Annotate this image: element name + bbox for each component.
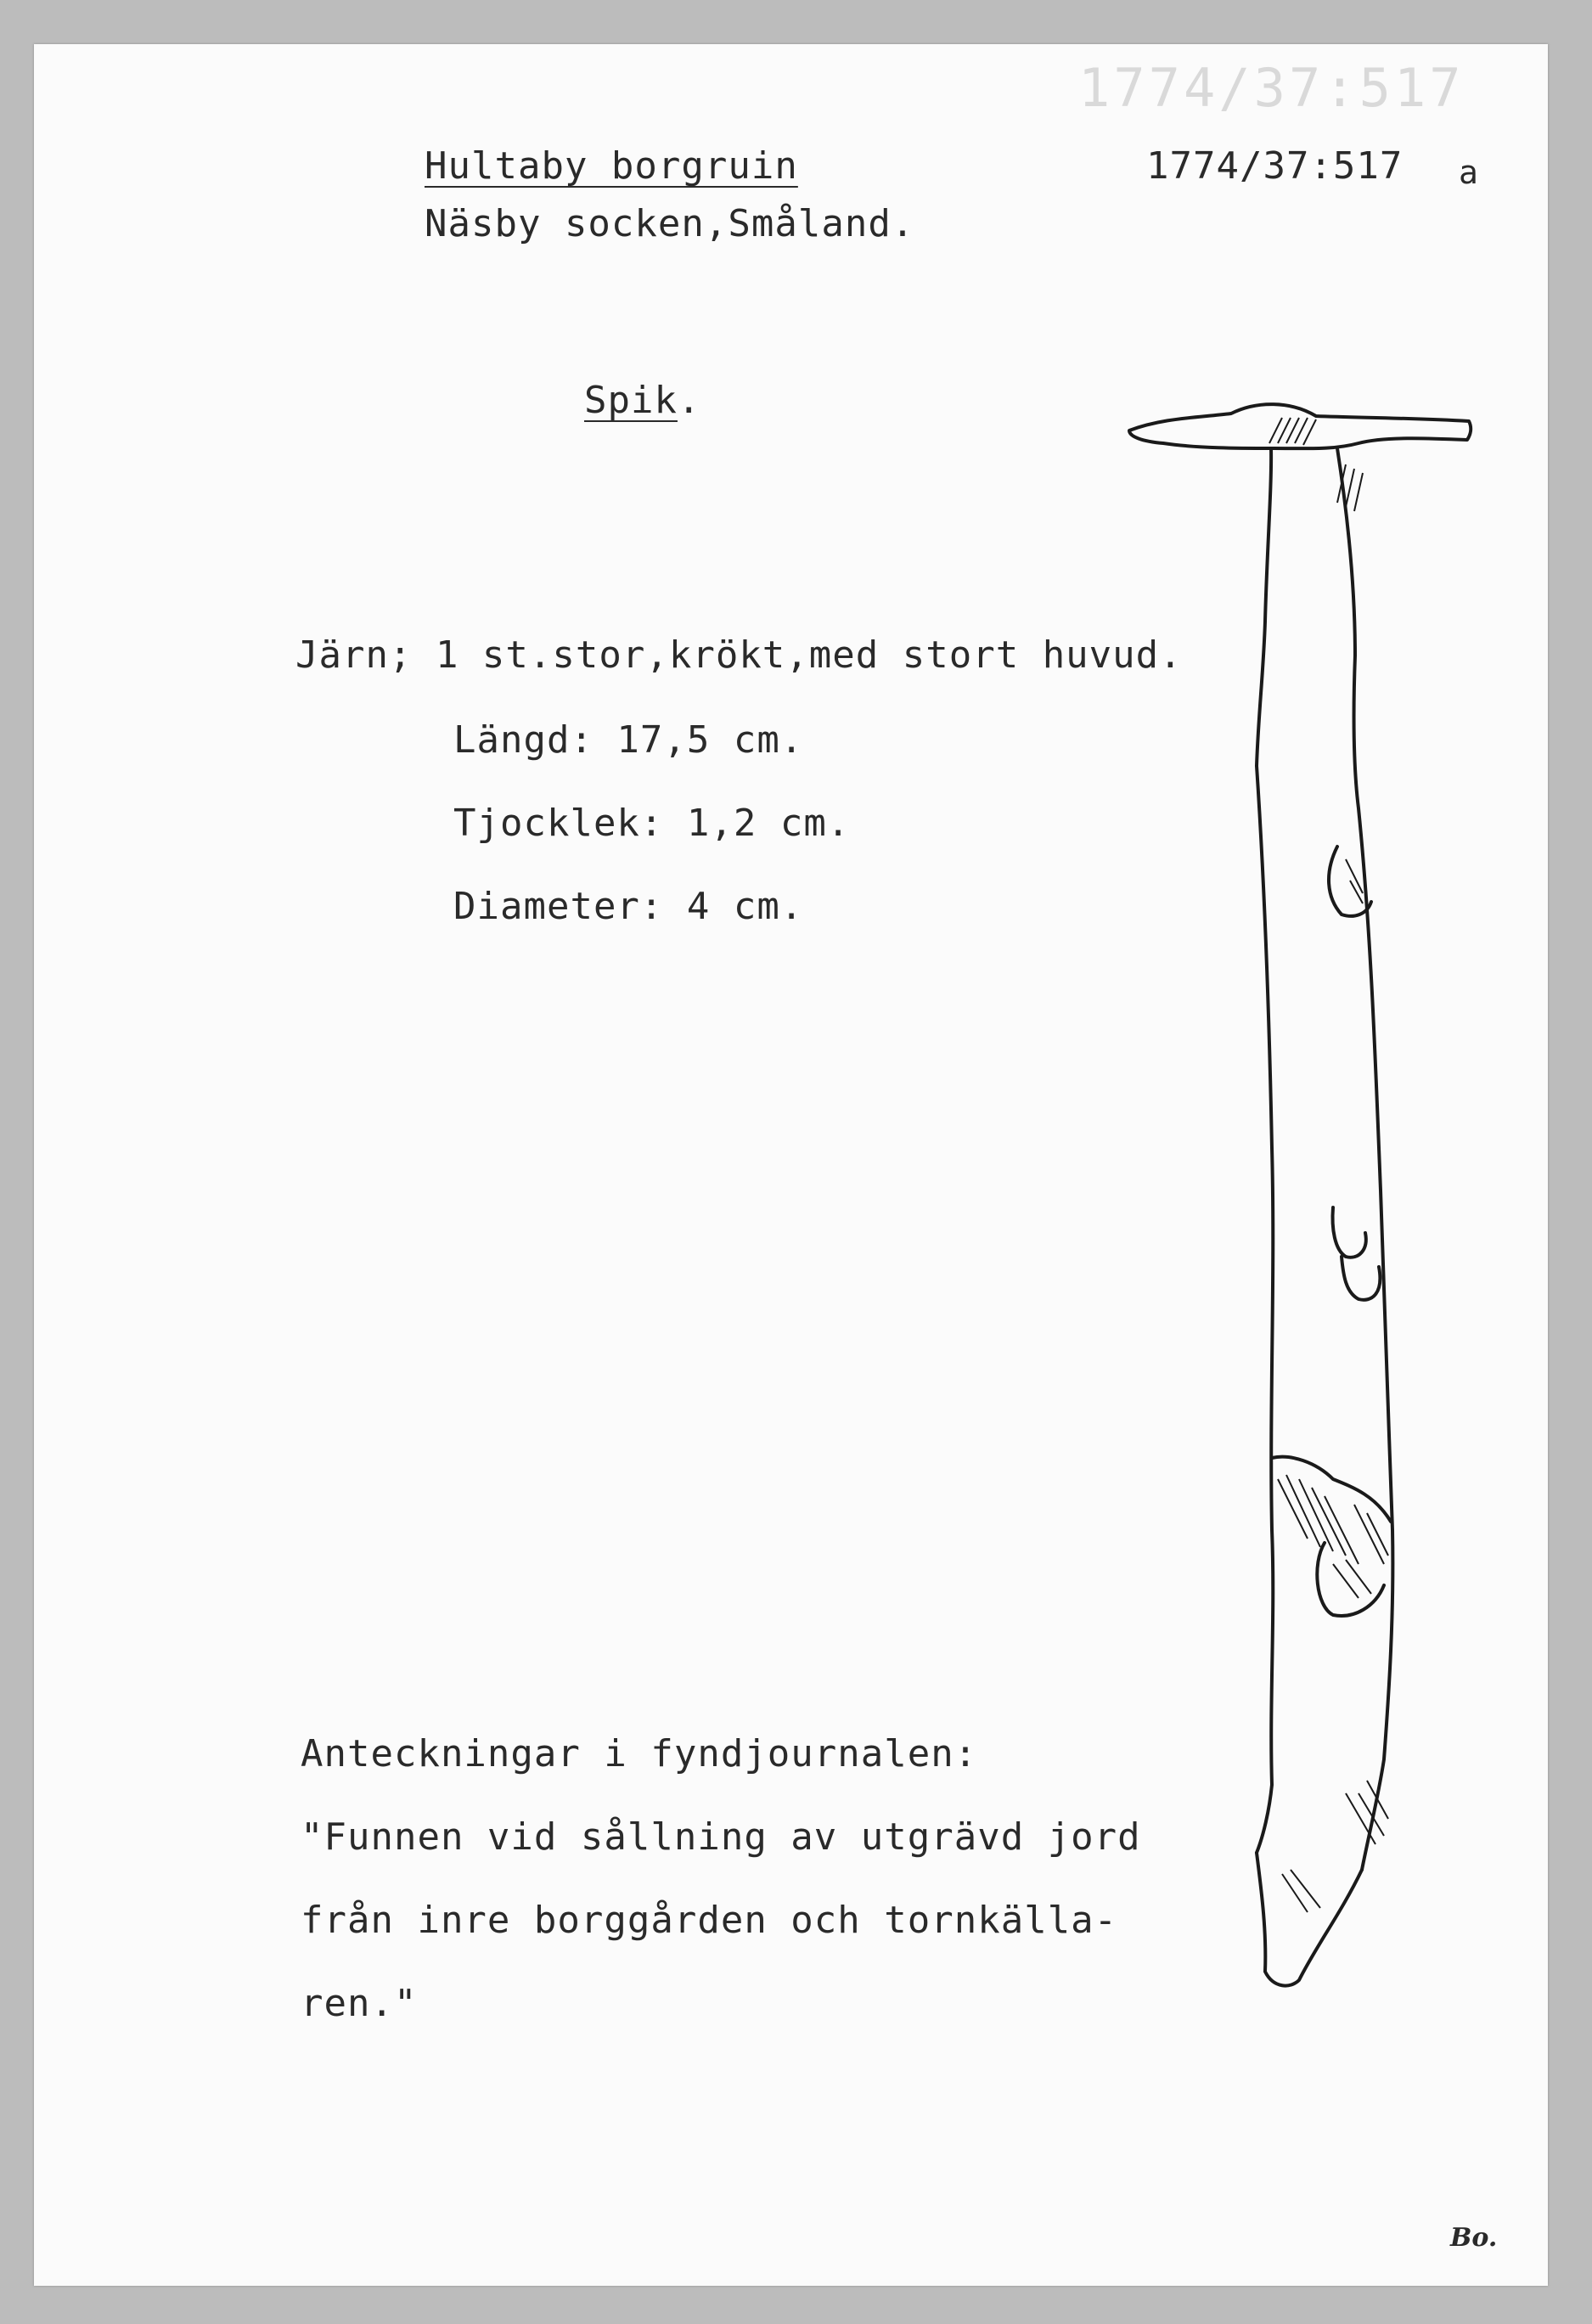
- nail-flaw-2: [1333, 1207, 1366, 1258]
- nail-shaft-right: [1337, 448, 1392, 1870]
- length-measure: Längd: 17,5 cm.: [453, 718, 804, 762]
- signature: Bo.: [1450, 2223, 1498, 2253]
- nail-flaw-5: [1317, 1543, 1384, 1616]
- nail-flaw-3: [1342, 1257, 1380, 1300]
- site-title: Hultaby borgruin: [425, 144, 798, 188]
- object-type-word: Spik: [584, 379, 678, 422]
- notes-line-3: ren.": [301, 1982, 418, 2025]
- object-type: Spik.: [584, 379, 701, 422]
- nail-flaw-4: [1272, 1457, 1391, 1522]
- faded-catalog-number: 1774/37:517: [1078, 57, 1465, 119]
- parish-location: Näsby socken,Småland.: [425, 202, 915, 245]
- nail-tip: [1257, 1853, 1362, 1986]
- catalog-number: 1774/37:517: [1146, 144, 1404, 188]
- material-description: Järn; 1 st.stor,krökt,med stort huvud.: [295, 633, 1183, 677]
- notes-line-2: från inre borggården och tornkälla-: [301, 1899, 1118, 1942]
- diameter-measure: Diameter: 4 cm.: [453, 885, 804, 928]
- nail-hatching: [1269, 418, 1388, 1912]
- catalog-card: [34, 44, 1548, 2286]
- catalog-suffix: a: [1459, 154, 1479, 191]
- notes-heading: Anteckningar i fyndjournalen:: [301, 1732, 978, 1775]
- nail-head: [1129, 404, 1471, 448]
- notes-line-1: "Funnen vid sållning av utgrävd jord: [301, 1815, 1141, 1859]
- nail-shaft-left: [1257, 448, 1273, 1853]
- thickness-measure: Tjocklek: 1,2 cm.: [453, 802, 851, 845]
- nail-drawing: [34, 44, 1548, 2286]
